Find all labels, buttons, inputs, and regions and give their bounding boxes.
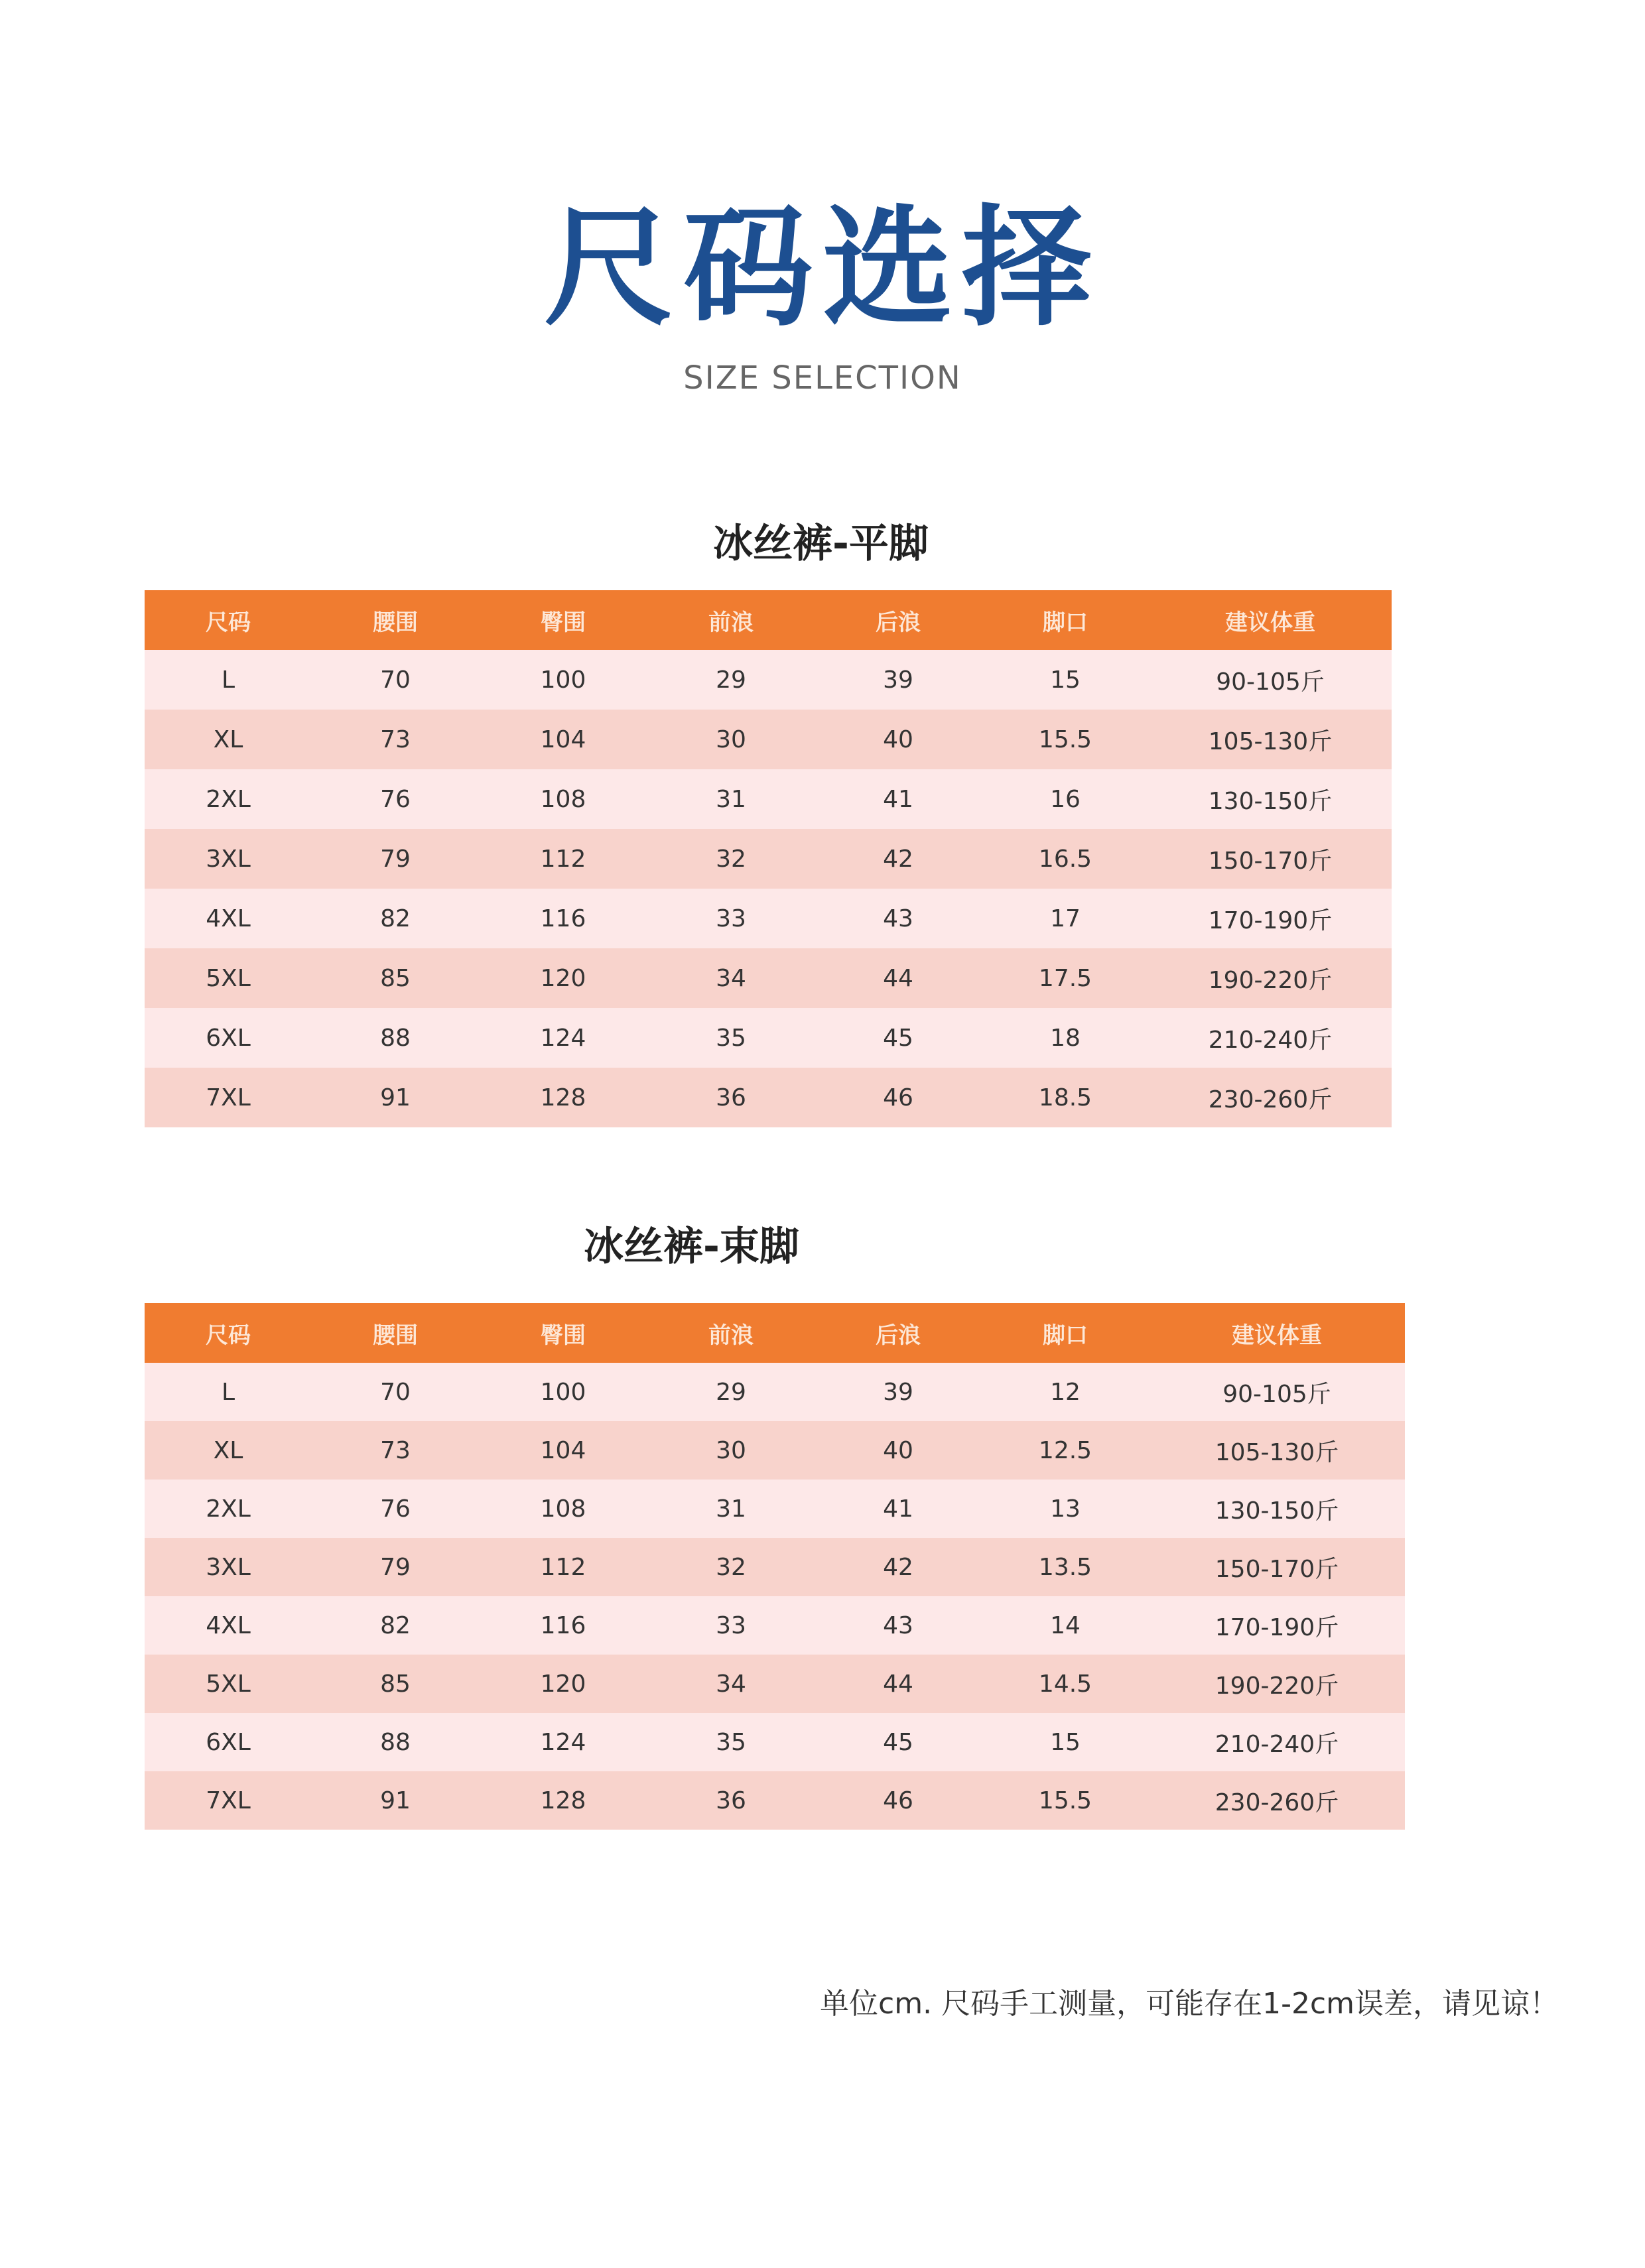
page-subtitle: SIZE SELECTION	[683, 359, 962, 397]
table-cell: 170-190斤	[1208, 907, 1333, 934]
table-row	[145, 1480, 1405, 1538]
table-row	[145, 710, 1392, 769]
table-cell: 34	[716, 964, 746, 992]
table-cell: L	[221, 1378, 235, 1406]
table-cell: 45	[883, 1728, 913, 1756]
table-row	[145, 1596, 1405, 1655]
table-cell: 82	[380, 905, 411, 932]
column-header: 前浪	[708, 1322, 754, 1349]
table-cell: 85	[380, 1670, 411, 1698]
table-cell: 100	[540, 1378, 586, 1406]
table-cell: 31	[716, 1495, 746, 1523]
table-cell: 6XL	[206, 1024, 251, 1052]
table-cell: 105-130斤	[1215, 1438, 1339, 1466]
column-header: 臀围	[541, 609, 586, 636]
table-cell: 6XL	[206, 1728, 251, 1756]
table-row	[145, 889, 1392, 948]
table-cell: 5XL	[206, 1670, 251, 1698]
column-header: 尺码	[206, 1322, 251, 1349]
table-cell: 40	[883, 1436, 913, 1464]
column-header: 尺码	[206, 609, 251, 636]
column-header: 建议体重	[1232, 1322, 1322, 1349]
table-row	[145, 1655, 1405, 1713]
table-cell: 130-150斤	[1208, 787, 1333, 815]
table-cell: 16	[1050, 785, 1081, 813]
table-cell: 73	[380, 1436, 411, 1464]
table-cell: 33	[716, 905, 746, 932]
table-cell: 44	[883, 1670, 913, 1698]
table-cell: 79	[380, 845, 411, 873]
table-cell: 91	[380, 1084, 411, 1111]
table-cell: 112	[540, 1553, 586, 1581]
table-cell: 17.5	[1038, 964, 1092, 992]
table-cell: 70	[380, 1378, 411, 1406]
table-cell: 5XL	[206, 964, 251, 992]
table-cell: 32	[716, 845, 746, 873]
table-cell: 230-260斤	[1215, 1789, 1339, 1816]
table-cell: 128	[540, 1084, 586, 1111]
table-row	[145, 1421, 1405, 1480]
table-cell: XL	[213, 1436, 243, 1464]
column-header: 前浪	[708, 609, 754, 636]
flat-size-table	[145, 590, 1392, 1127]
table-cell: 128	[540, 1787, 586, 1814]
table-cell: 7XL	[206, 1787, 251, 1814]
table-cell: 90-105斤	[1216, 668, 1325, 696]
table-cell: 15	[1050, 1728, 1081, 1756]
table-cell: 43	[883, 905, 913, 932]
table-cell: 105-130斤	[1208, 727, 1333, 755]
table-cell: 30	[716, 1436, 746, 1464]
table-header-row	[145, 1303, 1405, 1363]
table-cell: 18.5	[1038, 1084, 1092, 1111]
table-cell: 41	[883, 785, 913, 813]
table-cell: 32	[716, 1553, 746, 1581]
table-cell: 108	[540, 785, 586, 813]
table-cell: 36	[716, 1084, 746, 1111]
flat-table-title: 冰丝裤-平脚	[713, 521, 929, 567]
table-row	[145, 829, 1392, 889]
table-cell: 150-170斤	[1208, 847, 1333, 875]
table-cell: 13	[1050, 1495, 1081, 1523]
table-cell: 85	[380, 964, 411, 992]
table-cell: 14	[1050, 1611, 1081, 1639]
table-cell: 91	[380, 1787, 411, 1814]
table-cell: 12	[1050, 1378, 1081, 1406]
table-cell: 120	[540, 964, 586, 992]
table-cell: XL	[213, 725, 243, 753]
table-cell: 14.5	[1038, 1670, 1092, 1698]
table-cell: 4XL	[206, 1611, 251, 1639]
table-cell: 13.5	[1038, 1553, 1092, 1581]
table-cell: 108	[540, 1495, 586, 1523]
cuffed-table-title: 冰丝裤-束脚	[584, 1224, 799, 1270]
column-header: 腰围	[373, 609, 418, 636]
table-row	[145, 650, 1392, 710]
table-row	[145, 1363, 1405, 1421]
table-cell: 15	[1050, 666, 1081, 694]
table-cell: 104	[540, 1436, 586, 1464]
table-cell: 90-105斤	[1222, 1380, 1331, 1408]
table-cell: 15.5	[1038, 725, 1092, 753]
table-row	[145, 1713, 1405, 1771]
table-cell: 112	[540, 845, 586, 873]
table-cell: 33	[716, 1611, 746, 1639]
column-header: 后浪	[876, 1322, 921, 1349]
table-cell: 82	[380, 1611, 411, 1639]
table-row	[145, 1771, 1405, 1830]
table-cell: 29	[716, 1378, 746, 1406]
page-title: 尺码选择	[543, 193, 1101, 344]
measurement-note: 单位cm. 尺码手工测量，可能存在1-2cm误差，请见谅！	[820, 1987, 1559, 2021]
table-cell: 43	[883, 1611, 913, 1639]
table-cell: 116	[540, 905, 586, 932]
table-cell: 73	[380, 725, 411, 753]
table-cell: 70	[380, 666, 411, 694]
column-header: 脚口	[1043, 609, 1088, 636]
table-row	[145, 1008, 1392, 1068]
table-cell: 124	[540, 1728, 586, 1756]
column-header: 建议体重	[1225, 609, 1315, 636]
cuffed-size-table	[145, 1303, 1405, 1830]
table-cell: 210-240斤	[1208, 1026, 1333, 1054]
table-cell: 190-220斤	[1215, 1672, 1339, 1700]
table-cell: 36	[716, 1787, 746, 1814]
table-cell: 100	[540, 666, 586, 694]
table-cell: 124	[540, 1024, 586, 1052]
column-header: 腰围	[373, 1322, 418, 1349]
table-row	[145, 769, 1392, 829]
table-cell: 35	[716, 1728, 746, 1756]
table-cell: 12.5	[1038, 1436, 1092, 1464]
table-cell: 42	[883, 845, 913, 873]
table-cell: 45	[883, 1024, 913, 1052]
column-header: 脚口	[1043, 1322, 1088, 1349]
table-row	[145, 1068, 1392, 1127]
table-cell: 130-150斤	[1215, 1497, 1339, 1525]
table-cell: 46	[883, 1084, 913, 1111]
table-cell: 7XL	[206, 1084, 251, 1111]
table-cell: 17	[1050, 905, 1081, 932]
table-cell: 2XL	[206, 785, 251, 813]
table-cell: 46	[883, 1787, 913, 1814]
column-header: 臀围	[541, 1322, 586, 1349]
table-cell: 29	[716, 666, 746, 694]
table-header-row	[145, 590, 1392, 650]
table-cell: 41	[883, 1495, 913, 1523]
table-cell: 88	[380, 1024, 411, 1052]
table-cell: 120	[540, 1670, 586, 1698]
table-cell: 76	[380, 1495, 411, 1523]
table-cell: 15.5	[1038, 1787, 1092, 1814]
column-header: 后浪	[876, 609, 921, 636]
table-cell: 104	[540, 725, 586, 753]
table-cell: 150-170斤	[1215, 1555, 1339, 1583]
table-cell: 39	[883, 666, 913, 694]
table-cell: 3XL	[206, 845, 251, 873]
table-cell: 79	[380, 1553, 411, 1581]
table-cell: 40	[883, 725, 913, 753]
table-cell: 30	[716, 725, 746, 753]
table-cell: 88	[380, 1728, 411, 1756]
table-cell: 3XL	[206, 1553, 251, 1581]
table-cell: 18	[1050, 1024, 1081, 1052]
table-cell: 34	[716, 1670, 746, 1698]
table-cell: 2XL	[206, 1495, 251, 1523]
table-cell: 16.5	[1038, 845, 1092, 873]
table-row	[145, 948, 1392, 1008]
table-cell: 4XL	[206, 905, 251, 932]
table-row	[145, 1538, 1405, 1596]
table-cell: 230-260斤	[1208, 1086, 1333, 1113]
table-cell: 170-190斤	[1215, 1613, 1339, 1641]
table-cell: 39	[883, 1378, 913, 1406]
table-cell: 190-220斤	[1208, 966, 1333, 994]
table-cell: 44	[883, 964, 913, 992]
table-cell: L	[221, 666, 235, 694]
table-cell: 31	[716, 785, 746, 813]
table-cell: 35	[716, 1024, 746, 1052]
table-cell: 116	[540, 1611, 586, 1639]
table-cell: 76	[380, 785, 411, 813]
table-cell: 42	[883, 1553, 913, 1581]
table-cell: 210-240斤	[1215, 1730, 1339, 1758]
